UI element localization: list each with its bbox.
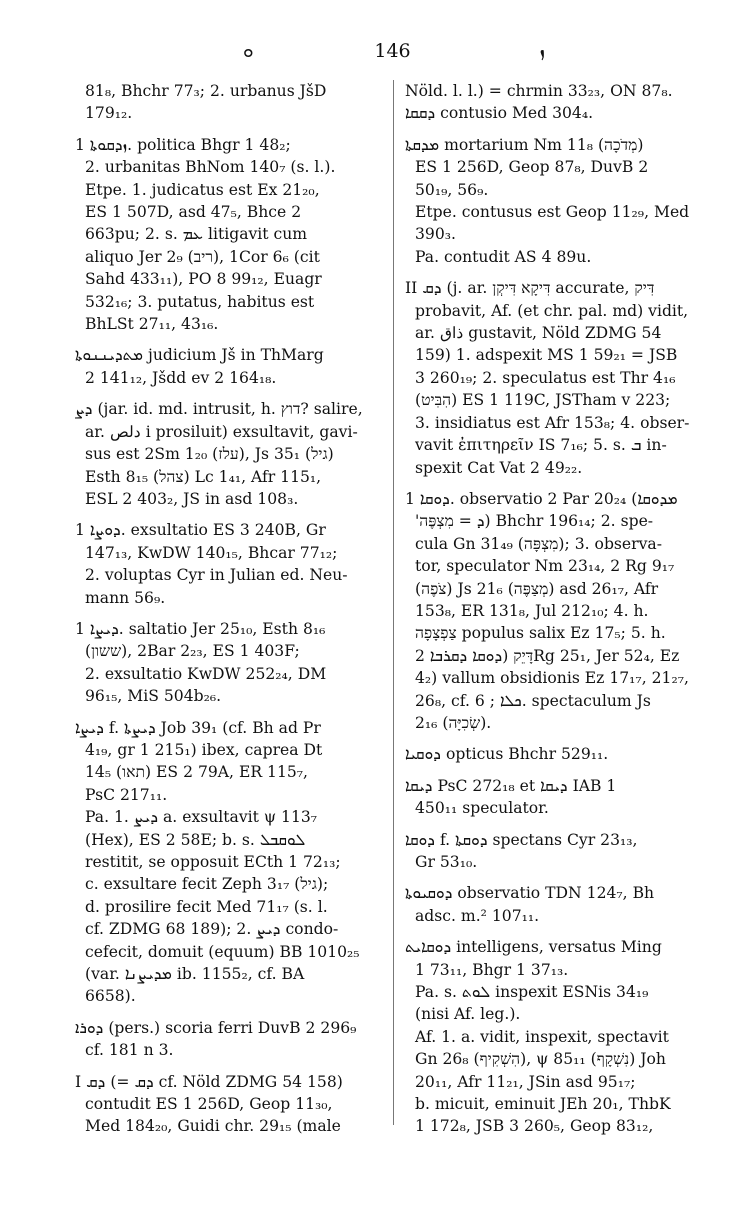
entry-headline: ܕܘܪܐ (pers.) scoria ferri DuvB 2 296₉: [75, 1018, 357, 1037]
entry-line: 2₁₆ (שְׂכִיָּה).: [415, 713, 492, 732]
entry-line: 2 141₁₂, Jšdd ev 2 164₁₈.: [85, 368, 277, 387]
entry-line: Pa. contudit AS 4 89u.: [415, 247, 592, 266]
header-right-letter: ܙ: [539, 40, 545, 62]
entry-line: BhLSt 27₁₁, 43₁₆.: [85, 315, 219, 334]
entry-headline: ܕܨ (jar. id. md. intrusit, h. דוץ? salire,: [75, 400, 363, 419]
entry-line: aliquo Jer 2₉ (ריב), 1Cor 6₆ (cit: [85, 247, 320, 266]
entry-line: cf. ZDMG 68 189); 2. ܕܝܨ condo-: [85, 920, 339, 939]
entry-headline: ܕܘܩܝܘܬܐ observatio TDN 124₇, Bh: [405, 884, 655, 903]
entry-line: (var. ܡܕܝܨܢܐ ib. 1155₂, cf. BA: [85, 965, 305, 984]
entry-headline: ܙܕܩܘܬܐ 1. politica Bhgr 1 48₂;: [75, 135, 291, 154]
entry-line: sus est 2Sm 1₂₀ (עלז), Js 35₁ (גיל): [85, 445, 334, 464]
entry-headline: ܕܘܩܝܐ opticus Bhchr 529₁₁.: [405, 745, 609, 764]
entry-line: (Hex), ES 2 58E; b. s. ܠܘܩܒܠ: [85, 830, 306, 849]
entry-line: ES 1 507D, asd 47₅, Bhce 2: [85, 203, 302, 222]
entry-line: 2. exsultatio KwDW 252₂₄, DM: [85, 664, 327, 683]
entry-line: ES 1 256D, Geop 87₈, DuvB 2: [415, 158, 649, 177]
entry-line: adsc. m.² 107₁₁.: [415, 906, 540, 925]
entry-line: 96₁₅, MiS 504b₂₆.: [85, 687, 222, 706]
entry-line: 'ܕ = מִצְפֶּה) Bhchr 196₁₄; 2. spe-: [415, 512, 654, 531]
entry-headline: ܕܝܩܐ PsC 272₁₈ et ܕܝܩܐ IAB 1: [405, 776, 617, 795]
entry-line: ar. دلص i prosiluit) exsultavit, gavi-: [85, 422, 358, 441]
entry-line: restitit, se opposuit ECth 1 72₁₃;: [85, 853, 341, 871]
entry-headline: ܕܘܨܐ 1. exsultatio ES 3 240B, Gr: [75, 521, 326, 540]
header-left-letter: ܘ: [243, 40, 254, 62]
entry-headline: ܡܬܕܝܢܢܘܬܐ judicium Jš in ThMarg: [75, 346, 324, 365]
entry-line: Med 184₂₀, Guidi chr. 29₁₅ (male: [85, 1117, 341, 1136]
entry-line: 663pu; 2. s. ܥܡ litigavit cum: [85, 225, 308, 244]
entry-line: צַפְצָפָה populus salix Ez 17₅; 5. h.: [415, 624, 666, 643]
entry-line: דָּיֵק (ܕܘܩܐ ܕܩܪܒܐ 2Rg 25₁, Jer 52₄, Ez: [415, 646, 680, 665]
entry-line: (הִבִּיט) ES 1 119C, JSTham v 223;: [415, 391, 671, 410]
entry-line: (ששון), 2Bar 2₂₃, ES 1 403F;: [85, 642, 300, 661]
entry-line: 1 172₈, JSB 3 260₅, Geop 83₁₂,: [415, 1117, 654, 1136]
entry-headline: Nöld. l. l.) = chrmin 33₂₃, ON 87₈.: [405, 82, 673, 100]
entry-line: ar. ذاق gustavit, Nöld ZDMG 54: [415, 324, 662, 343]
entry-line: 3 260₁₉; 2. speculatus est Thr 4₁₆: [415, 368, 676, 387]
entry-line: tor, speculator Nm 23₁₄, 2 Rg 9₁₇: [415, 557, 675, 576]
right-column: [405, 80, 712, 1138]
entry-line: Etpe. 1. judicatus est Ex 21₂₀,: [85, 180, 320, 199]
entry-line: ESL 2 403₂, JS in asd 108₃.: [85, 489, 299, 508]
entry-line: b. micuit, eminuit JEh 20₁, ThbK: [415, 1095, 671, 1114]
entry-line: contudit ES 1 256D, Geop 11₃₀,: [85, 1095, 333, 1114]
entry-line: mann 56₉.: [85, 588, 166, 607]
entry-line: (nisi Af. leg.).: [415, 1005, 521, 1024]
entry-line: 147₁₃, KwDW 140₁₅, Bhcar 77₁₂;: [85, 543, 338, 562]
column-divider: [393, 80, 394, 1125]
entry-line: (צֹפֶה) Js 21₆ (מְצַפֶּה) asd 26₁₇, Afr: [415, 579, 659, 598]
entry-line: PsC 217₁₁.: [85, 785, 168, 804]
entry-headline: 81₈, Bhchr 77₃; 2. urbanus JšD: [85, 82, 327, 100]
entry-line: cf. 181 n 3.: [85, 1041, 174, 1060]
entry-headline: ܕܝܨܐ f. ܕܝܨܬܐ Job 39₁ (cf. Bh ad Pr: [75, 718, 321, 737]
entry-line: Pa. 1. ܕܝܨ a. exsultavit ψ 113₇: [85, 808, 318, 827]
entry-line: spexit Cat Vat 2 49₂₂.: [415, 458, 583, 477]
entry-line: c. exsultare fecit Zeph 3₁₇ (גיל);: [85, 875, 329, 894]
entry-line: Af. 1. a. vidit, inspexit, spectavit: [415, 1027, 669, 1046]
entry-line: cefecit, domuit (equum) BB 1010₂₅: [85, 942, 360, 961]
entry-line: 1 73₁₁, Bhgr 1 37₁₃.: [415, 960, 569, 979]
entry-line: Gn 26₈ (הִשְׁקִיף), ψ 85₁₁ (נִשְׁקָף) Joh: [415, 1050, 666, 1069]
entry-line: cula Gn 31₄₉ (מִצְפָּה); 3. observa-: [415, 534, 662, 553]
left-column: [75, 80, 387, 1138]
entry-line: Esth 8₁₅ (צהל) Lc 1₄₁, Afr 115₁,: [85, 467, 322, 486]
entry-line: 2. urbanitas BhNom 140₇ (s. l.).: [85, 158, 336, 177]
entry-line: 4₁₉, gr 1 215₁) ibex, caprea Dt: [85, 740, 323, 759]
entry-line: 159) 1. adspexit MS 1 59₂₁ = JSB: [415, 346, 678, 365]
entry-line: 50₁₉, 56₉.: [415, 180, 489, 199]
entry-headline: ܕܘܩܐ f. ܕܘܩܬܐ spectans Cyr 23₁₃,: [405, 830, 638, 849]
entry-line: 6658).: [85, 987, 136, 1006]
entry-line: 153₈, ER 131₈, Jul 212₁₀; 4. h.: [415, 601, 649, 620]
entry-line: 3. insidiatus est Afr 153₈; 4. obser-: [415, 413, 690, 432]
entry-headline: ܕܘܩܐ 1. observatio 2 Par 20₂₄ (ܡܕܘܩܐ: [405, 489, 678, 508]
entry-line: d. prosilire fecit Med 71₁₇ (s. l.: [85, 897, 328, 916]
entry-headline: ܕܘܩܐܝܬ intelligens, versatus Ming: [405, 938, 662, 957]
entry-line: vavit ἐπιτηρεῖν IS 7₁₆; 5. s. ܒ in-: [415, 436, 667, 455]
page-number: 146: [374, 40, 411, 62]
entry-headline: ܕܝܨܐ 1. saltatio Jer 25₁₀, Esth 8₁₆: [75, 619, 326, 638]
entry-line: Etpe. contusus est Geop 11₂₉, Med: [415, 203, 690, 222]
entry-line: Pa. s. ܠܘܬ inspexit ESNis 34₁₉: [415, 983, 649, 1002]
entry-line: 20₁₁, Afr 11₂₁, JSin asd 95₁₇;: [415, 1072, 636, 1091]
entry-line: 532₁₆; 3. putatus, habitus est: [85, 292, 315, 311]
entry-headline: ܡܕܩܬܐ mortarium Nm 11₈ (מְדֹכָה): [405, 135, 644, 154]
page-header: [75, 40, 710, 64]
entry-headline: I ܕܩ (= ܕܩ cf. Nöld ZDMG 54 158): [75, 1072, 343, 1091]
entry-line: 4₂) vallum obsidionis Ez 17₁₇, 21₂₇,: [415, 669, 689, 688]
entry-line: 179₁₂.: [85, 104, 133, 123]
entry-line: probavit, Af. (et chr. pal. md) vidit,: [415, 301, 689, 320]
entry-headline: II ܕܩ (j. ar. דִּיקָא דִּיקְן accurate, דִּיק: [405, 279, 655, 298]
entry-line: 450₁₁ speculator.: [415, 799, 549, 818]
entry-line: 390₃.: [415, 225, 456, 244]
entry-line: 26₈, cf. ܟܠܐ ; 6. spectaculum Js: [415, 691, 651, 710]
entry-line: 2. voluptas Cyr in Julian ed. Neu-: [85, 566, 348, 585]
entry-line: Sahd 433₁₁), PO 8 99₁₂, Euagr: [85, 270, 322, 289]
entry-line: ܕܩܩܐ contusio Med 304₄.: [405, 104, 594, 123]
entry-line: Gr 53₁₀.: [415, 853, 478, 871]
entry-line: 14₅ (תאו) ES 2 79A, ER 115₇,: [85, 763, 309, 782]
